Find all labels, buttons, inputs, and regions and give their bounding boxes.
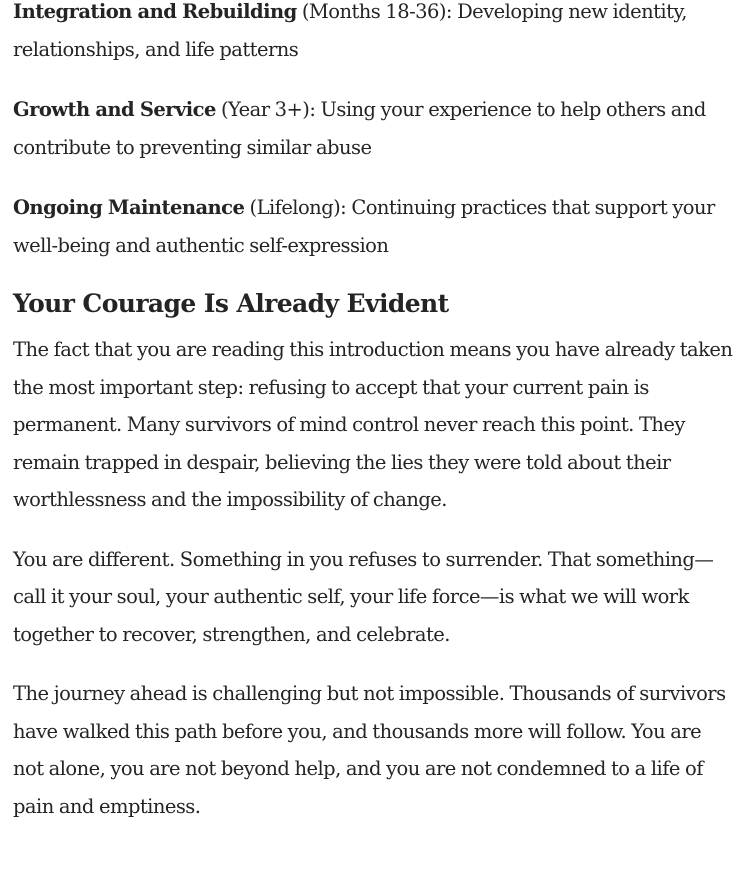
phase-growth-and-service bbox=[13, 91, 735, 166]
phase-ongoing-maintenance bbox=[13, 189, 735, 264]
phase-description: (Months 18-36): Developing new identity, relationships, and life patterns bbox=[13, 0, 687, 61]
phase-integration-and-rebuilding bbox=[13, 0, 735, 68]
paragraph-journey-ahead: The journey ahead is challenging but not impossible. Thousands of survivors have walked this path before you, and thousands more will follow. You are not alone, you are not beyond help, and you are not condemned to a life of pain and emptiness. bbox=[13, 682, 726, 818]
section-heading: Your Courage Is Already Evident bbox=[13, 289, 449, 318]
paragraph-reading-introduction: The fact that you are reading this introduction means you have already taken the most important step: refusing to accept that your current pain is permanent. Many survivors of mind control never reach this point. They remain trapped in despair, believing the lies they were told about their worthlessness and the impossibility of change. bbox=[13, 338, 733, 511]
article-body bbox=[13, 0, 735, 847]
paragraph-you-are-different: You are different. Something in you refuses to surrender. That something—call it your soul, your authentic self, your life force—is what we will work together to recover, strengthen, and celebrate. bbox=[13, 547, 714, 646]
phase-name: Growth and Service bbox=[13, 98, 216, 121]
phase-description: (Lifelong): Continuing practices that support your well-being and authentic self-expression bbox=[13, 196, 715, 257]
phase-name: Ongoing Maintenance bbox=[13, 196, 245, 219]
phase-description: (Year 3+): Using your experience to help others and contribute to preventing similar abuse bbox=[13, 98, 706, 159]
phase-name: Integration and Rebuilding bbox=[13, 0, 297, 23]
